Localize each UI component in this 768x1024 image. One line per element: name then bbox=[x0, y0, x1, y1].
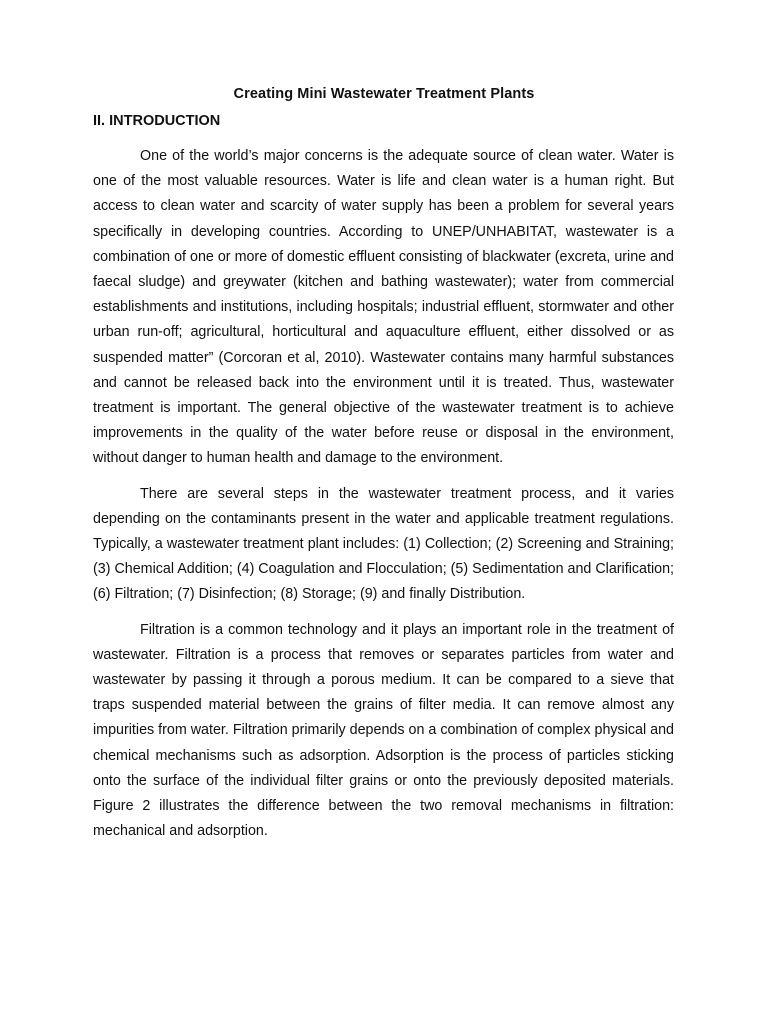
paragraph-2: There are several steps in the wastewater treatment process, and it varies depending on the contaminants present in the water and applicable treatment regulations. Typically, a wastewater treatment plant includes: (1) Collection; (2) Screening and Straining; (3) Chemical Addition; (4) Coagulation and Flocculation; (5) Sedimentation and Clarification; (6) Filtration; (7) Disinfection; (8) Storage; (9) and finally Distribution. bbox=[93, 485, 674, 603]
paragraph-1: One of the world’s major concerns is the adequate source of clean water. Water is one of the most valuable resources. Water is life and clean water is a human right. But access to clean water and scarcity of water supply has been a problem for several years specifically in developing countries. According to UNEP/UNHABITAT, wastewater is a combination of one or more of domestic effluent consisting of blackwater (excreta, urine and faecal sludge) and greywater (kitchen and bathing wastewater); water from commercial establishments and institutions, including hospitals; industrial effluent, stormwater and other urban run-off; agricultural, horticultural and aquaculture effluent, either dissolved or as suspended matter” (Corcoran et al, 2010). Wastewater contains many harmful substances and cannot be released back into the environment until it is treated. Thus, wastewater treatment is important. The general objective of the wastewater treatment is to achieve improvements in the quality of the water before reuse or disposal in the environment, without danger to human health and damage to the environment. bbox=[93, 148, 674, 467]
body-text bbox=[93, 144, 674, 854]
paragraph-3: Filtration is a common technology and it plays an important role in the treatment of wastewater. Filtration is a process that removes or separates particles from water and wastewater by passing it through a porous medium. It can be compared to a sieve that traps suspended material between the grains of filter media. It can remove almost any impurities from water. Filtration primarily depends on a combination of complex physical and chemical mechanisms such as adsorption. Adsorption is the process of particles sticking onto the surface of the individual filter grains or onto the previously deposited materials. Figure 2 illustrates the difference between the two removal mechanisms in filtration: mechanical and adsorption. bbox=[93, 621, 674, 840]
document-title: Creating Mini Wastewater Treatment Plants bbox=[233, 86, 535, 102]
section-heading: II. INTRODUCTION bbox=[93, 113, 221, 129]
